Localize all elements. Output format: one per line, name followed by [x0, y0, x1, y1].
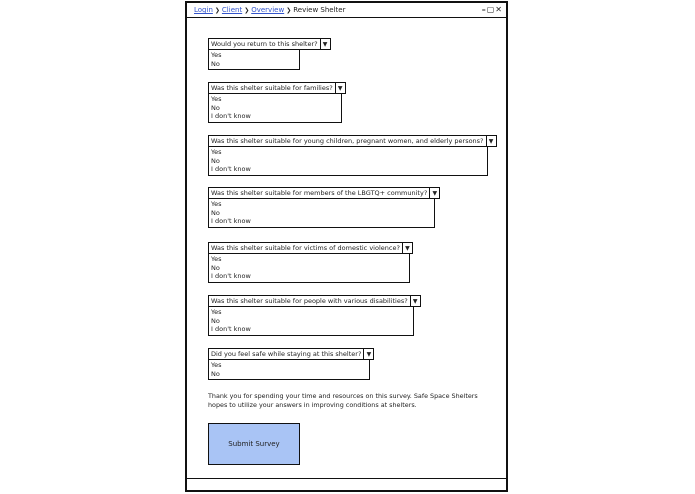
dropdown-disabilities[interactable] — [208, 295, 421, 307]
options-list — [208, 50, 300, 70]
chevron-down-icon[interactable]: ▼ — [430, 187, 440, 199]
option-dont-know[interactable]: I don't know — [211, 217, 251, 225]
breadcrumb-client-link[interactable]: Client — [221, 6, 243, 14]
question-label: Was this shelter suitable for young children, pregnant women, and elderly persons? — [208, 135, 487, 147]
option-dont-know[interactable]: I don't know — [211, 112, 251, 120]
option-dont-know[interactable]: I don't know — [211, 272, 251, 280]
dropdown-safe[interactable] — [208, 348, 374, 360]
option-yes[interactable]: Yes — [211, 255, 222, 263]
breadcrumb-separator-icon: ❯ — [214, 7, 220, 14]
option-yes[interactable]: Yes — [211, 51, 222, 59]
breadcrumb-overview-link[interactable]: Overview — [251, 6, 285, 14]
status-bar — [187, 478, 506, 487]
options-list — [208, 307, 414, 336]
breadcrumb-separator-icon: ❯ — [244, 7, 250, 14]
chevron-down-icon[interactable]: ▼ — [336, 82, 346, 94]
question-label: Was this shelter suitable for people with various disabilities? — [208, 295, 411, 307]
option-no[interactable]: No — [211, 59, 220, 68]
chevron-down-icon[interactable]: ▼ — [321, 38, 331, 50]
option-no[interactable]: No — [211, 208, 220, 217]
options-list — [208, 147, 488, 176]
option-no[interactable]: No — [211, 316, 220, 325]
option-no[interactable]: No — [211, 156, 220, 165]
options-list — [208, 94, 342, 123]
submit-survey-button[interactable]: Submit Survey — [208, 423, 300, 465]
option-yes[interactable]: Yes — [211, 308, 222, 316]
question-label: Would you return to this shelter? — [208, 38, 321, 50]
options-list — [208, 360, 370, 380]
breadcrumb-login-link[interactable]: Login — [194, 6, 213, 14]
question-label: Was this shelter suitable for members of the LBGTQ+ community? — [208, 187, 430, 199]
window-controls-icon[interactable]: –▢✕ — [481, 5, 503, 14]
title-bar — [187, 3, 506, 18]
option-no[interactable]: No — [211, 263, 220, 272]
option-yes[interactable]: Yes — [211, 148, 222, 156]
options-list — [208, 199, 435, 228]
option-no[interactable]: No — [211, 369, 220, 378]
chevron-down-icon[interactable]: ▼ — [411, 295, 421, 307]
breadcrumb-current: Review Shelter — [293, 6, 346, 14]
option-yes[interactable]: Yes — [211, 95, 222, 103]
thank-you-message: Thank you for spending your time and resources on this survey. Safe Space Shelters hopes to utilize your answers in improving conditions at shelters. — [208, 392, 478, 409]
dropdown-families[interactable] — [208, 82, 346, 94]
option-yes[interactable]: Yes — [211, 200, 222, 208]
breadcrumb — [194, 3, 345, 18]
dropdown-return[interactable] — [208, 38, 331, 50]
breadcrumb-separator-icon: ❯ — [286, 7, 292, 14]
chevron-down-icon[interactable]: ▼ — [487, 135, 497, 147]
options-list — [208, 254, 410, 283]
option-yes[interactable]: Yes — [211, 361, 222, 369]
dropdown-lgbtq[interactable] — [208, 187, 440, 199]
question-label: Was this shelter suitable for families? — [208, 82, 336, 94]
dropdown-domestic-violence[interactable] — [208, 242, 413, 254]
option-no[interactable]: No — [211, 103, 220, 112]
chevron-down-icon[interactable]: ▼ — [364, 348, 374, 360]
question-label: Was this shelter suitable for victims of domestic violence? — [208, 242, 403, 254]
dropdown-children-elderly[interactable] — [208, 135, 497, 147]
option-dont-know[interactable]: I don't know — [211, 325, 251, 333]
browser-window — [185, 1, 508, 492]
question-label: Did you feel safe while staying at this shelter? — [208, 348, 364, 360]
chevron-down-icon[interactable]: ▼ — [403, 242, 413, 254]
option-dont-know[interactable]: I don't know — [211, 165, 251, 173]
